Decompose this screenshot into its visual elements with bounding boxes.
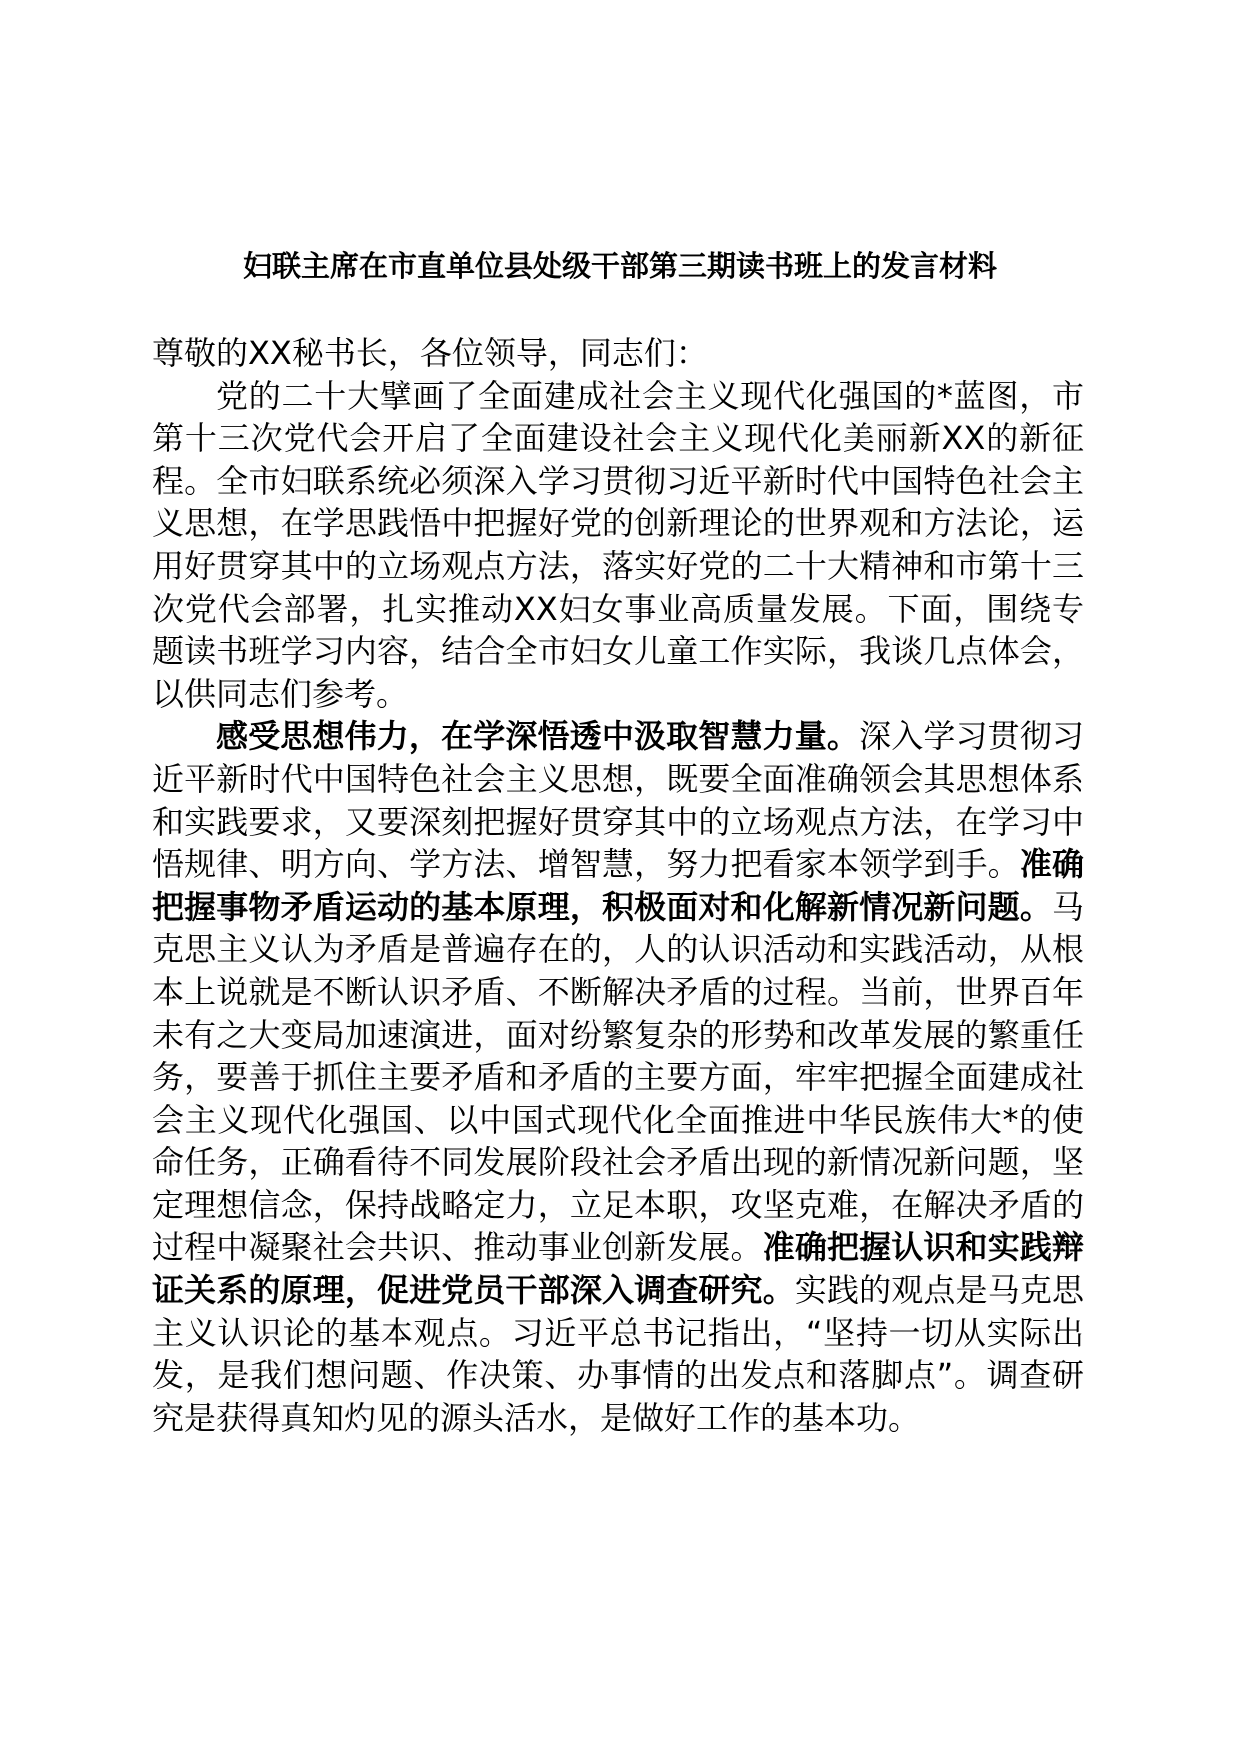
paragraph-text: 党的二十大擘画了全面建成社会主义现代化强国的*蓝图，市第十三次党代会开启了全面建设社会主义现代化美丽新XX的新征程。全市妇联系统必须深入学习贯彻习近平新时代中国特色社会主义思想，在学思践悟中把握好党的创新理论的世界观和方法论，运用好贯穿其中的立场观点方法，落实好党的二十大精神和市第十三次党代会部署，扎实推动XX妇女事业高质量发展。下面，围绕专题读书班学习内容，结合全市妇女儿童工作实际，我谈几点体会，以供同志们参考。: [152, 376, 1084, 713]
subsection-heading: 准确把握认识和实践辩证关系的原理，促进党员干部深入调查研究。: [152, 1228, 1084, 1310]
salutation: 尊敬的XX秘书长，各位领导，同志们：: [152, 334, 708, 372]
paragraph-text: 实践的观点是马克思主义认识论的基本观点。习近平总书记指出，“坚持一切从实际出发，是我们想问题、作决策、办事情的出发点和落脚点”。调查研究是获得真知灼见的源头活水，是做好工作的基本功。: [152, 1271, 1084, 1437]
paragraph-section-one: [152, 715, 1084, 1439]
document-title: 妇联主席在市直单位县处级干部第三期读书班上的发言材料: [242, 249, 997, 283]
section-heading: 感受思想伟力，在学深悟透中汲取智慧力量。: [216, 717, 860, 756]
subsection-heading: 准确把握事物矛盾运动的基本原理，积极面对和化解新情况新问题。: [152, 845, 1084, 926]
paragraph-intro: [152, 375, 1084, 716]
paragraph-text: 马克思主义认为矛盾是普遍存在的，人的认识活动和实践活动，从根本上说就是不断认识矛盾、不断解决矛盾的过程。当前，世界百年未有之大变局加速演进，面对纷繁复杂的形势和改革发展的繁重任务，要善于抓住主要矛盾和矛盾的主要方面，牢牢把握全面建成社会主义现代化强国、以中国式现代化全面推进中华民族伟大*的使命任务，正确看待不同发展阶段社会矛盾出现的新情况新问题，坚定理想信念，保持战略定力，立足本职，攻坚克难，在解决矛盾的过程中凝聚社会共识、推动事业创新发展。: [152, 887, 1084, 1267]
document-body: [152, 332, 1084, 1439]
paragraph-text: 深入学习贯彻习近平新时代中国特色社会主义思想，既要全面准确领会其思想体系和实践要求，又要深刻把握好贯穿其中的立场观点方法，在学习中悟规律、明方向、学方法、增智慧，努力把看家本领学到手。: [152, 717, 1084, 884]
